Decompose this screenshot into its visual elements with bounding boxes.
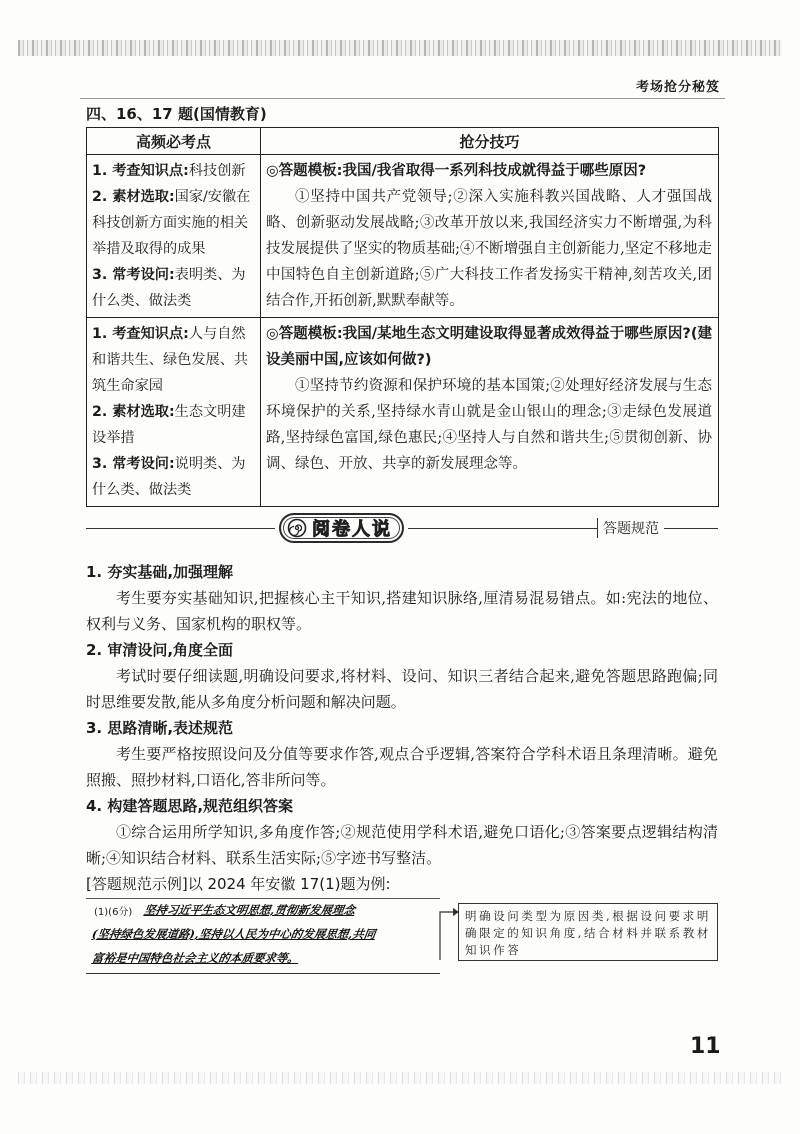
technique-cell bbox=[261, 155, 719, 318]
handwriting-line: 坚持习近平生态文明思想,贯彻新发展理念 bbox=[143, 903, 356, 917]
page-number: 11 bbox=[690, 1034, 721, 1059]
points-cell bbox=[87, 155, 261, 318]
divider-line bbox=[86, 528, 275, 529]
divider-tag: 答题规范 bbox=[597, 518, 664, 538]
handwriting-line: 富裕是中国特色社会主义的本质要求等。 bbox=[91, 951, 300, 965]
point-label: 1. 考查知识点: bbox=[92, 163, 189, 179]
handwriting-line: (坚持绿色发展道路),坚持以人民为中心的发展思想,共同 bbox=[91, 927, 377, 941]
point-value: 人与自然和谐共生、绿色发展、共筑生命家园 bbox=[92, 326, 249, 394]
section-divider bbox=[86, 512, 718, 544]
point-value: 表明类、为什么类、做法类 bbox=[92, 267, 246, 309]
table-row bbox=[87, 318, 719, 507]
point-value: 科技创新 bbox=[188, 163, 246, 179]
example-label: [答题规范示例]以 2024 年安徽 17(1)题为例: bbox=[86, 875, 391, 893]
answer-template-title: ◎答题模板:我国/某地生态文明建设取得显著成效得益于哪些原因?(建设美丽中国,应该如何做?) bbox=[266, 326, 712, 368]
table-header-row bbox=[87, 128, 719, 155]
tip-body: 考试时要仔细读题,明确设问要求,将材料、设问、知识三者结合起来,避免答题思路跑偏;同时思维要发散,能从多角度分析问题和解决问题。 bbox=[86, 667, 718, 711]
running-title: 考场抢分秘笈 bbox=[635, 80, 720, 95]
banner-title: 阅卷人说 bbox=[312, 519, 392, 540]
point-value: 国家/安徽在科技创新方面实施的相关举措及取得的成果 bbox=[92, 189, 251, 257]
point-label: 2. 素材选取: bbox=[92, 404, 175, 420]
question-number: (1)(6分) bbox=[94, 907, 133, 918]
point-label: 3. 常考设问: bbox=[92, 267, 175, 283]
point-label: 3. 常考设问: bbox=[92, 456, 175, 472]
answer-template-body: ①坚持中国共产党领导;②深入实施科教兴国战略、人才强国战略、创新驱动发展战略;③改革开放以来,我国经济实力不断增强,为科技发展提供了坚实的物质基础;④不断增强自主创新能力,坚定不移地走中国特色自主创新道路;⑤广大科技工作者发扬实干精神,刻苦攻关,团结合作,开拓创新,默默奉献等。 bbox=[266, 189, 712, 309]
points-cell bbox=[87, 318, 261, 507]
exam-points-table bbox=[86, 127, 719, 507]
point-value: 说明类、为什么类、做法类 bbox=[92, 456, 246, 498]
column-header-techniques: 抢分技巧 bbox=[261, 128, 719, 155]
point-item bbox=[92, 321, 257, 399]
table-row bbox=[87, 155, 719, 318]
section-title: 四、16、17 题(国情教育) bbox=[86, 105, 267, 123]
tip-heading: 2. 审清设问,角度全面 bbox=[86, 641, 234, 659]
tip-heading: 1. 夯实基础,加强理解 bbox=[86, 563, 234, 581]
point-label: 2. 素材选取: bbox=[92, 189, 175, 205]
point-item bbox=[92, 158, 257, 184]
point-value: 生态文明建设举措 bbox=[92, 404, 246, 446]
point-item bbox=[92, 184, 257, 262]
grader-says-banner bbox=[279, 513, 404, 543]
tip-body: 考生要严格按照设问及分值等要求作答,观点合乎逻辑,答案符合学科术语且条理清晰。避免照搬、照抄材料,口语化,答非所问等。 bbox=[86, 745, 718, 789]
divider-line bbox=[664, 528, 718, 529]
divider-line bbox=[408, 528, 597, 529]
spiral-icon bbox=[287, 518, 307, 538]
annotation-box: 明确设问类型为原因类,根据设问要求明确限定的知识角度,结合材料并联系教材知识作答 bbox=[458, 903, 718, 961]
technique-cell bbox=[261, 318, 719, 507]
point-item bbox=[92, 451, 257, 503]
arrow-connector bbox=[438, 898, 460, 970]
tips-list bbox=[86, 559, 718, 897]
column-header-points: 高频必考点 bbox=[87, 128, 261, 155]
point-item bbox=[92, 262, 257, 314]
header-rule bbox=[80, 98, 725, 99]
answer-template-title: ◎答题模板:我国/我省取得一系列科技成就得益于哪些原因? bbox=[266, 163, 647, 179]
point-label: 1. 考查知识点: bbox=[92, 326, 189, 342]
scan-noise-top bbox=[18, 40, 782, 56]
answer-template-body: ①坚持节约资源和保护环境的基本国策;②处理好经济发展与生态环境保护的关系,坚持绿水青山就是金山银山的理念;③走绿色发展道路,坚持绿色富国,绿色惠民;④坚持人与自然和谐共生;⑤贯彻创新、协调、绿色、开放、共享的新发展理念等。 bbox=[266, 378, 712, 472]
tip-heading: 4. 构建答题思路,规范组织答案 bbox=[86, 797, 294, 815]
handwritten-answer-sample bbox=[86, 898, 440, 974]
tip-body: ①综合运用所学知识,多角度作答;②规范使用学科术语,避免口语化;③答案要点逻辑结构清晰;④知识结合材料、联系生活实际;⑤字迹书写整洁。 bbox=[86, 823, 718, 867]
scan-noise-bottom bbox=[18, 1072, 782, 1084]
tip-body: 考生要夯实基础知识,把握核心主干知识,搭建知识脉络,厘清易混易错点。如:宪法的地位、权利与义务、国家机构的职权等。 bbox=[86, 589, 718, 633]
point-item bbox=[92, 399, 257, 451]
tip-heading: 3. 思路清晰,表述规范 bbox=[86, 719, 234, 737]
